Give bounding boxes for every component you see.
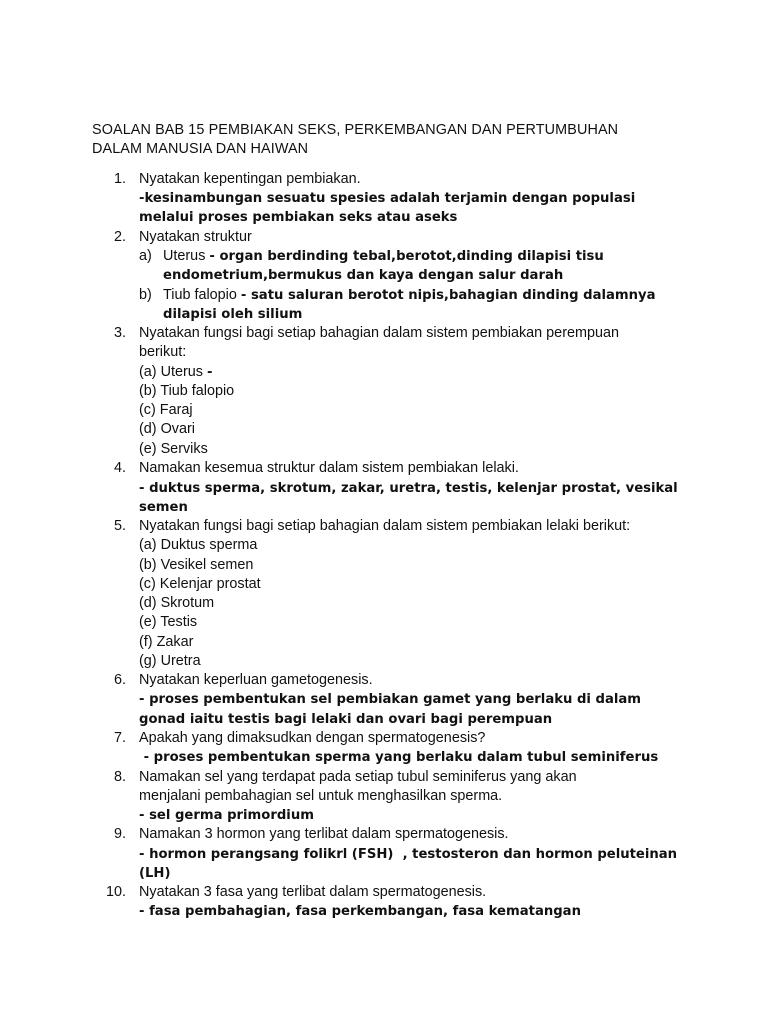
question-5-item-b: (b) Vesikel semen <box>139 557 254 573</box>
question-1-text: Nyatakan kepentingan pembiakan. <box>139 171 361 187</box>
answer-1-line-2: melalui proses pembiakan seks atau aseks <box>139 210 458 225</box>
question-3-item-a-text: (a) Uterus <box>139 364 207 380</box>
title-line-1: SOALAN BAB 15 PEMBIAKAN SEKS, PERKEMBANGAN DAN PERTUMBUHAN <box>92 122 619 138</box>
question-5-text: Nyatakan fungsi bagi setiap bahagian dalam sistem pembiakan lelaki berikut: <box>139 518 631 534</box>
question-7-number: 7. <box>114 730 127 746</box>
answer-6-line-2: gonad iaitu testis bagi lelaki dan ovari bagi perempuan <box>139 712 553 727</box>
answer-7-line-1: - proses pembentukan sperma yang berlaku dalam tubul seminiferus <box>139 750 659 765</box>
question-1-number: 1. <box>114 171 127 187</box>
question-6-number: 6. <box>114 672 127 688</box>
answer-10-line-1: - fasa pembahagian, fasa perkembangan, fasa kematangan <box>139 904 581 919</box>
question-2-number: 2. <box>114 229 127 245</box>
question-8-number: 8. <box>114 769 127 785</box>
question-2a-label: a) <box>139 248 152 264</box>
question-10-text: Nyatakan 3 fasa yang terlibat dalam spermatogenesis. <box>139 884 487 900</box>
question-9-text: Namakan 3 hormon yang terlibat dalam spermatogenesis. <box>139 826 509 842</box>
question-2-text: Nyatakan struktur <box>139 229 252 245</box>
question-5-item-d: (d) Skrotum <box>139 595 215 611</box>
question-5-number: 5. <box>114 518 127 534</box>
question-5-item-f: (f) Zakar <box>139 634 194 650</box>
question-3-item-a <box>139 363 212 382</box>
question-2b-label: b) <box>139 287 152 303</box>
question-3-item-e: (e) Serviks <box>139 441 208 457</box>
question-3-number: 3. <box>114 325 127 341</box>
question-3-item-d: (d) Ovari <box>139 421 195 437</box>
answer-2a-line-2: endometrium,bermukus dan kaya dengan salur darah <box>163 268 564 283</box>
question-3-item-b: (b) Tiub falopio <box>139 383 235 399</box>
question-9-number: 9. <box>114 826 127 842</box>
answer-9-line-2: (LH) <box>139 866 171 881</box>
question-3-item-c: (c) Faraj <box>139 402 193 418</box>
question-4-text: Namakan kesemua struktur dalam sistem pembiakan lelaki. <box>139 460 519 476</box>
question-8-text-line-1: Namakan sel yang terdapat pada setiap tubul seminiferus yang akan <box>139 769 577 785</box>
document-title <box>92 121 732 159</box>
question-2b-text: Tiub falopio <box>163 287 241 303</box>
question-2a-text: Uterus <box>163 248 210 264</box>
question-3-text-line-2: berikut: <box>139 344 187 360</box>
question-5-item-c: (c) Kelenjar prostat <box>139 576 261 592</box>
title-line-2: DALAM MANUSIA DAN HAIWAN <box>92 141 309 157</box>
question-2a-line-1 <box>163 247 604 266</box>
answer-1-line-1: -kesinambungan sesuatu spesies adalah terjamin dengan populasi <box>139 191 636 206</box>
answer-4-line-1: - duktus sperma, skrotum, zakar, uretra, testis, kelenjar prostat, vesikal <box>139 481 678 496</box>
question-3-text-line-1: Nyatakan fungsi bagi setiap bahagian dalam sistem pembiakan perempuan <box>139 325 619 341</box>
question-4-number: 4. <box>114 460 127 476</box>
question-7-text: Apakah yang dimaksudkan dengan spermatogenesis? <box>139 730 486 746</box>
answer-2b-line-2: dilapisi oleh silium <box>163 307 303 322</box>
answer-9-line-1: - hormon perangsang folikrl (FSH) , testosteron dan hormon peluteinan <box>139 847 678 862</box>
answer-8-line-1: - sel germa primordium <box>139 808 314 823</box>
answer-2b-line-1: - satu saluran berotot nipis,bahagian dinding dalamnya <box>240 288 656 303</box>
question-2b-line-1 <box>163 286 656 305</box>
answer-2a-line-1: - organ berdinding tebal,berotot,dinding dilapisi tisu <box>209 249 604 264</box>
question-10-number: 10. <box>106 884 127 900</box>
answer-6-line-1: - proses pembentukan sel pembiakan gamet yang berlaku di dalam <box>139 692 642 707</box>
answer-3a: - <box>206 365 213 380</box>
answer-4-line-2: semen <box>139 500 188 515</box>
question-8-text-line-2: menjalani pembahagian sel untuk menghasilkan sperma. <box>139 788 503 804</box>
question-5-item-a: (a) Duktus sperma <box>139 537 258 553</box>
question-5-item-g: (g) Uretra <box>139 653 201 669</box>
question-5-item-e: (e) Testis <box>139 614 198 630</box>
question-6-text: Nyatakan keperluan gametogenesis. <box>139 672 373 688</box>
